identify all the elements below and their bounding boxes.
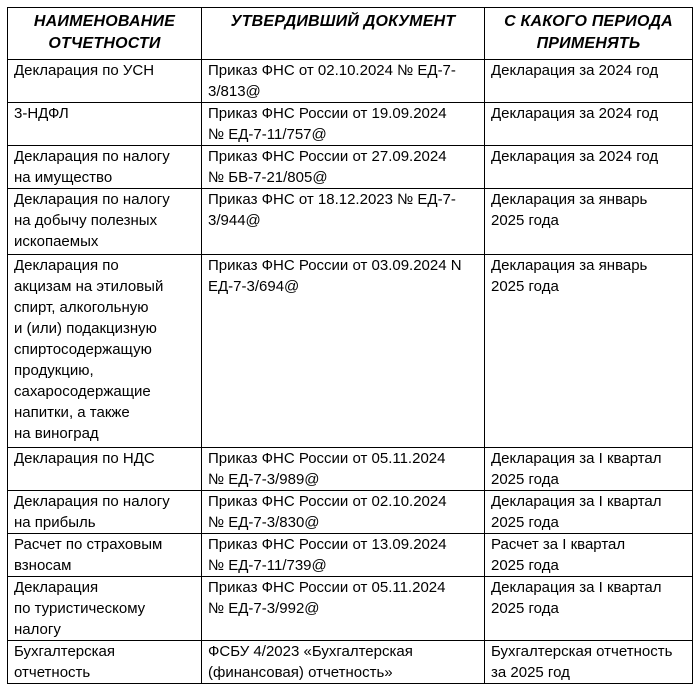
header-approving-document: УТВЕРДИВШИЙ ДОКУМЕНТ [202, 8, 485, 60]
table-row [8, 255, 693, 448]
period-cell: Бухгалтерская отчетность за 2025 год [485, 641, 693, 684]
report-name-cell: Расчет по страховым взносам [8, 534, 202, 577]
document-cell: Приказ ФНС России от 05.11.2024 № ЕД-7-3/992@ [202, 577, 485, 641]
report-name-cell: Декларация по НДС [8, 448, 202, 491]
document-cell: Приказ ФНС от 18.12.2023 № ЕД-7- 3/944@ [202, 189, 485, 255]
table-row [8, 577, 693, 641]
document-cell: Приказ ФНС России от 27.09.2024 № БВ-7-21/805@ [202, 146, 485, 189]
period-cell: Декларация за январь 2025 года [485, 189, 693, 255]
report-name-cell: 3-НДФЛ [8, 103, 202, 146]
period-cell: Декларация за I квартал 2025 года [485, 577, 693, 641]
table-row [8, 534, 693, 577]
document-cell: Приказ ФНС России от 19.09.2024 № ЕД-7-11/757@ [202, 103, 485, 146]
table-row [8, 189, 693, 255]
period-cell: Декларация за 2024 год [485, 60, 693, 103]
report-name-cell: Декларация по УСН [8, 60, 202, 103]
report-name-cell: Декларация по налогу на имущество [8, 146, 202, 189]
period-cell: Декларация за I квартал 2025 года [485, 448, 693, 491]
report-name-cell: Декларация по туристическому налогу [8, 577, 202, 641]
report-name-cell: Декларация по налогу на добычу полезных ископаемых [8, 189, 202, 255]
period-cell: Декларация за I квартал 2025 года [485, 491, 693, 534]
document-cell: Приказ ФНС России от 02.10.2024 № ЕД-7-3/830@ [202, 491, 485, 534]
table-row [8, 641, 693, 684]
table-row [8, 146, 693, 189]
document-cell: Приказ ФНС России от 03.09.2024 N ЕД-7-3/694@ [202, 255, 485, 448]
document-cell: Приказ ФНС от 02.10.2024 № ЕД-7- 3/813@ [202, 60, 485, 103]
document-cell: ФСБУ 4/2023 «Бухгалтерская (финансовая) отчетность» [202, 641, 485, 684]
reporting-table [7, 7, 693, 684]
report-name-cell: Декларация по налогу на прибыль [8, 491, 202, 534]
period-cell: Декларация за январь 2025 года [485, 255, 693, 448]
table-row [8, 491, 693, 534]
header-report-name: НАИМЕНОВАНИЕ ОТЧЕТНОСТИ [8, 8, 202, 60]
table-row [8, 60, 693, 103]
table-row [8, 448, 693, 491]
period-cell: Декларация за 2024 год [485, 146, 693, 189]
document-cell: Приказ ФНС России от 13.09.2024 № ЕД-7-11/739@ [202, 534, 485, 577]
table-row [8, 103, 693, 146]
table-header-row [8, 8, 693, 60]
period-cell: Расчет за I квартал 2025 года [485, 534, 693, 577]
report-name-cell: Декларация по акцизам на этиловый спирт, алкогольную и (или) подакцизную спиртосодержащую продукцию, сахаросодержащие напитки, а также на виноград [8, 255, 202, 448]
report-name-cell: Бухгалтерская отчетность [8, 641, 202, 684]
period-cell: Декларация за 2024 год [485, 103, 693, 146]
header-effective-period: С КАКОГО ПЕРИОДА ПРИМЕНЯТЬ [485, 8, 693, 60]
document-cell: Приказ ФНС России от 05.11.2024 № ЕД-7-3/989@ [202, 448, 485, 491]
